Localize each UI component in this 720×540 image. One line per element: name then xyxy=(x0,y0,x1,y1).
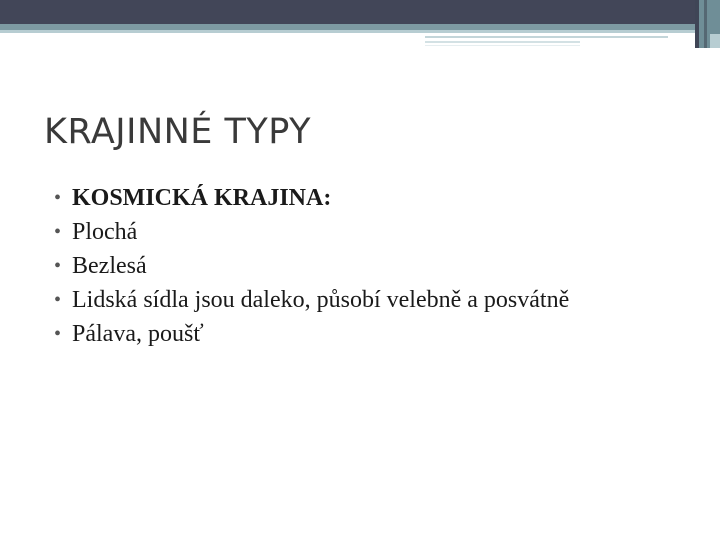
bullet-text: Pálava, poušť xyxy=(72,321,204,347)
slide-title: KRAJINNÉ TYPY xyxy=(44,112,312,152)
header-dark-bar xyxy=(0,0,720,24)
bullet-dot-icon: • xyxy=(54,221,62,243)
bullet-dot-icon: • xyxy=(54,255,62,277)
decorative-line xyxy=(425,36,668,38)
bullet-text: Plochá xyxy=(72,219,138,245)
bullet-text: Bezlesá xyxy=(72,253,147,279)
bullet-item xyxy=(54,218,674,246)
decorative-line xyxy=(425,45,580,46)
bullet-text: Lidská sídla jsou daleko, působí velebně a posvátně xyxy=(72,287,570,313)
bullet-list xyxy=(54,184,674,354)
corner-decoration xyxy=(695,0,699,48)
bullet-item xyxy=(54,252,674,280)
bullet-item xyxy=(54,320,674,348)
header-light-stripe xyxy=(0,30,720,33)
bullet-dot-icon: • xyxy=(54,289,62,311)
corner-decoration xyxy=(704,0,707,48)
bullet-dot-icon: • xyxy=(54,187,62,209)
corner-decoration xyxy=(710,34,720,48)
bullet-item xyxy=(54,184,674,212)
decorative-line xyxy=(425,41,580,43)
bullet-dot-icon: • xyxy=(54,323,62,345)
bullet-text: KOSMICKÁ KRAJINA: xyxy=(72,185,332,211)
bullet-item xyxy=(54,286,674,314)
